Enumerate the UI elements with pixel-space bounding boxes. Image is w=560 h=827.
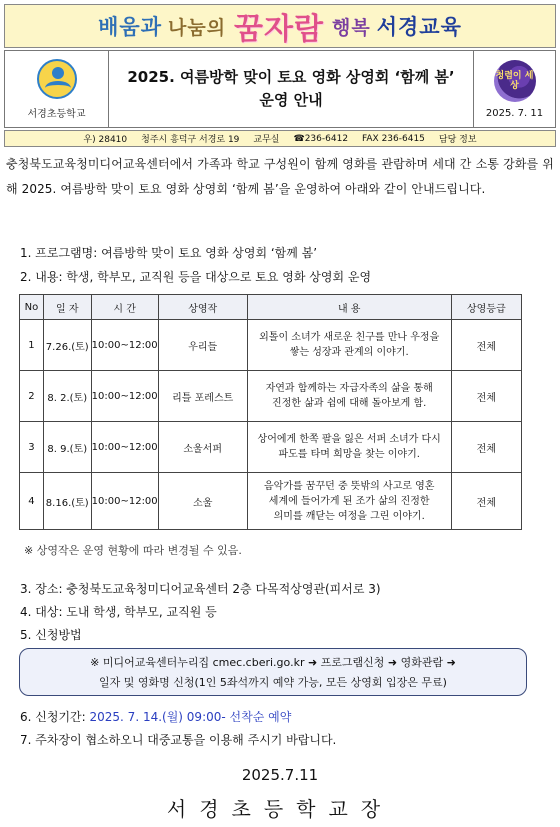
row-rating: 전체 (451, 422, 521, 473)
content-line: 상어에게 한쪽 팔을 잃은 서퍼 소녀가 다시 (257, 434, 441, 445)
table-row (20, 473, 522, 530)
table-row (20, 371, 522, 422)
row-rating: 전체 (451, 320, 521, 371)
row-no: 3 (20, 422, 44, 473)
row-date: 8. 2.(토) (43, 371, 91, 422)
row-date: 7.26.(토) (43, 320, 91, 371)
col-header-no: No (20, 295, 44, 320)
slogan-banner (4, 4, 556, 48)
content-line: 의미를 깨닫는 여정을 그린 이야기. (273, 510, 425, 522)
contact-bar (4, 130, 556, 147)
col-header-date: 일 자 (43, 295, 91, 320)
item-parking: 7. 주차장이 협소하오니 대중교통을 이용해 주시기 바랍니다. (20, 733, 337, 747)
slogan-part-2: 나눔의 (167, 16, 227, 39)
row-no: 2 (20, 371, 44, 422)
slogan-part-1: 배움과 (98, 15, 162, 39)
content-line: 파도를 타며 희망을 찾는 이야기. (278, 449, 420, 460)
table-header-row (20, 295, 522, 320)
item-place: 3. 장소: 충청북도교육청미디어교육센터 2층 다목적상영관(피서로 3) (20, 582, 381, 596)
item-period (20, 708, 291, 725)
school-logo-icon (37, 59, 77, 99)
table-row (20, 320, 522, 371)
row-no: 4 (20, 473, 44, 530)
integrity-logo-icon: 청렴이 세상 (494, 60, 536, 102)
content-line: 외톨이 소녀가 새로운 친구를 만나 우정을 (259, 332, 440, 343)
row-rating: 전체 (451, 473, 521, 530)
period-label: 6. 신청기간: (20, 710, 86, 724)
contact-person: 담당 정보 (438, 135, 477, 145)
letter-title: 2025. 여름방학 맞이 토요 영화 상영회 ‘함께 봄’ 운영 안내 (127, 68, 455, 109)
row-rating: 전체 (451, 371, 521, 422)
slogan-part-5: 서경교육 (376, 15, 462, 39)
row-content (247, 473, 451, 530)
address: 청주시 흥덕구 서경로 19 (141, 135, 240, 145)
row-date: 8. 9.(토) (43, 422, 91, 473)
content-line: 자연과 함께하는 자급자족의 삶을 통해 (265, 383, 433, 394)
content-line: 진정한 삶과 쉼에 대해 돌아보게 함. (272, 398, 427, 409)
schedule-table (19, 294, 522, 530)
row-no: 1 (20, 320, 44, 371)
row-film: 우리들 (158, 320, 247, 371)
signature-name: 서경초등학교장 (166, 797, 394, 821)
row-film: 소울 (158, 473, 247, 530)
fax: FAX 236-6415 (362, 133, 425, 144)
schedule-note: ※ 상영작은 운영 현황에 따라 변경될 수 있음. (24, 544, 242, 557)
row-content (247, 320, 451, 371)
content-line: 쌓는 성장과 관계의 이야기. (289, 347, 409, 358)
content-line: 세계에 들어가게 된 조가 삶의 진정한 (268, 495, 430, 507)
phone: ☎236-6412 (293, 133, 349, 144)
letter-header (4, 50, 556, 128)
row-content (247, 371, 451, 422)
item-apply: 5. 신청방법 (20, 628, 82, 642)
content-line: 음악가를 꿈꾸던 중 뜻밖의 사고로 영혼 (263, 480, 435, 492)
apply-instructions-box (19, 648, 527, 696)
col-header-film: 상영작 (158, 295, 247, 320)
item-program: 1. 프로그램명: 여름방학 맞이 토요 영화 상영회 ‘함께 봄’ (20, 246, 318, 260)
row-film: 리틀 포레스트 (158, 371, 247, 422)
row-time: 10:00~12:00 (91, 371, 158, 422)
period-value: 2025. 7. 14.(월) 09:00- 선착순 예약 (89, 710, 292, 724)
table-row (20, 422, 522, 473)
slogan-part-3: 꿈자람 (234, 12, 324, 47)
signature-date: 2025.7.11 (241, 766, 319, 784)
item-target: 4. 대상: 도내 학생, 학부모, 교직원 등 (20, 605, 217, 619)
postal-code: 우) 28410 (83, 135, 128, 145)
row-content (247, 422, 451, 473)
letter-date: 2025. 7. 11 (485, 107, 544, 119)
school-block (5, 51, 109, 127)
col-header-time: 시 간 (91, 295, 158, 320)
office: 교무실 (253, 135, 280, 145)
row-time: 10:00~12:00 (91, 320, 158, 371)
apply-line-1: ※ 미디어교육센터누리집 cmec.cberi.go.kr ➜ 프로그램신청 ➜ 영화관람 ➜ (90, 656, 456, 669)
intro-paragraph: 충청북도교육청미디어교육센터에서 가족과 학교 구성원이 함께 영화를 관람하며 세대 간 소통 강화를 위해 2025. 여름방학 맞이 토요 영화 상영회 ‘함께 봄’을 운영하여 아래와 같이 안내드립니다. (6, 157, 554, 196)
col-header-content: 내 용 (247, 295, 451, 320)
apply-line-2: 일자 및 영화명 신청(1인 5좌석까지 예약 가능, 모든 상영회 입장은 무료) (99, 676, 447, 689)
row-time: 10:00~12:00 (91, 473, 158, 530)
row-time: 10:00~12:00 (91, 422, 158, 473)
row-date: 8.16.(토) (43, 473, 91, 530)
school-name: 서경초등학교 (27, 108, 86, 120)
date-block (473, 51, 555, 127)
col-header-rating: 상영등급 (451, 295, 521, 320)
row-film: 소울서퍼 (158, 422, 247, 473)
item-content: 2. 내용: 학생, 학부모, 교직원 등을 대상으로 토요 영화 상영회 운영 (20, 270, 372, 284)
slogan-part-4: 행복 (332, 16, 371, 39)
